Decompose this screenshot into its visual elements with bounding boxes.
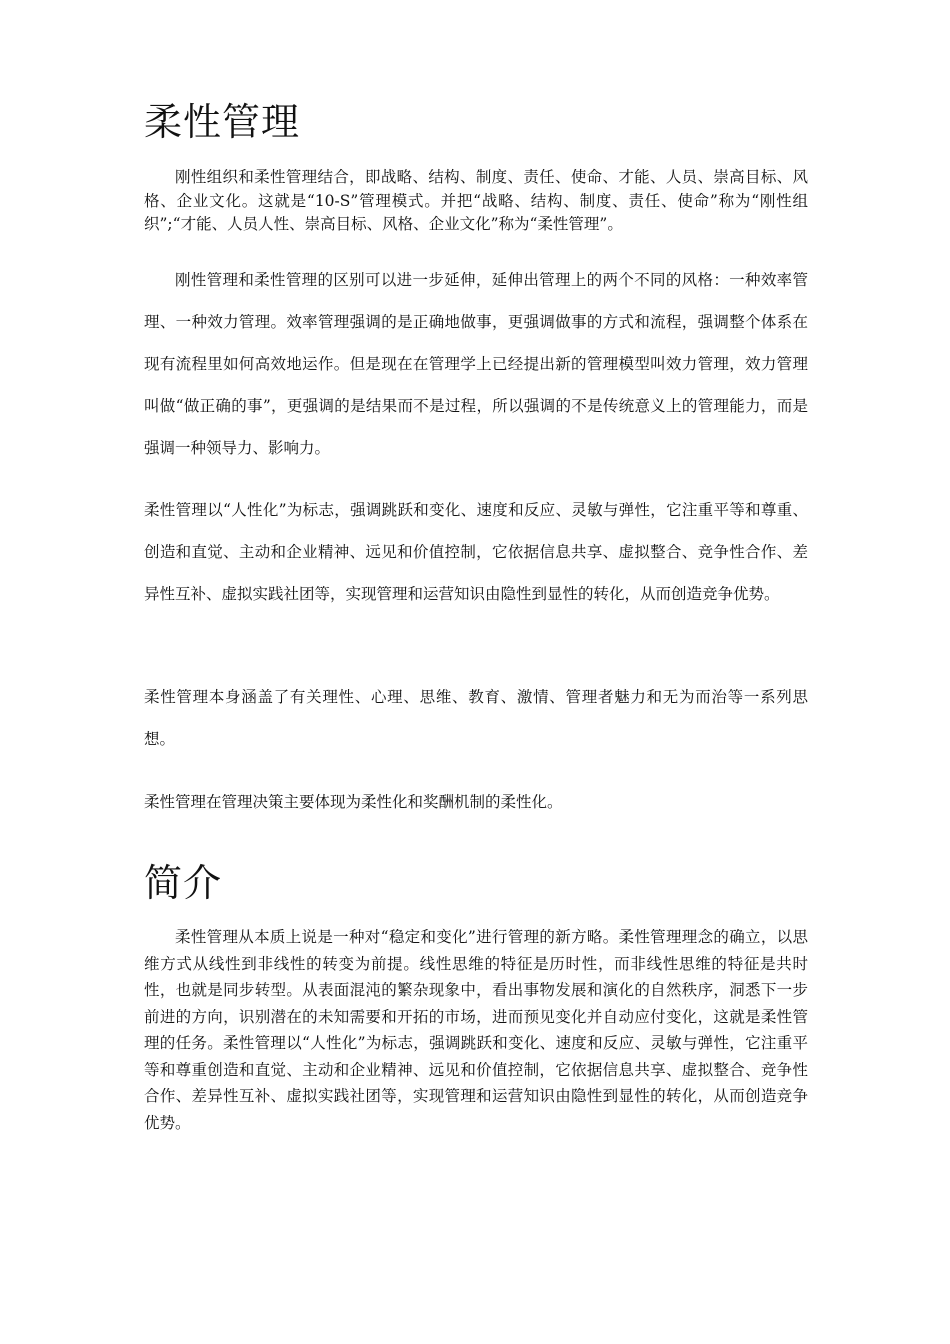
paragraph-efficiency: 刚性管理和柔性管理的区别可以进一步延伸，延伸出管理上的两个不同的风格：一种效率管理、一种效力管理。效率管理强调的是正确地做事，更强调做事的方式和流程，强调整个体系在现有流程里如何高效地运作。但是现在在管理学上已经提出新的管理模型叫效力管理，效力管理叫做“做正确的事”，更强调的是结果而不是过程，所以强调的不是传统意义上的管理能力，而是强调一种领导力、影响力。 bbox=[144, 271, 808, 457]
paragraph-scope: 柔性管理本身涵盖了有关理性、心理、思维、教育、激情、管理者魅力和无为而治等一系列思想。 bbox=[144, 688, 808, 748]
section-body: 柔性管理从本质上说是一种对“稳定和变化”进行管理的新方略。柔性管理理念的确立，以思维方式从线性到非线性的转变为前提。线性思维的特征是历时性，而非线性思维的特征是共时性，也就是同步转型。从表面混沌的繁杂现象中，看出事物发展和演化的自然秩序，洞悉下一步前进的方向，识别潜在的未知需要和开拓的市场，进而预见变化并自动应付变化，这就是柔性管理的任务。柔性管理以“人性化”为标志，强调跳跃和变化、速度和反应、灵敏与弹性，它注重平等和尊重创造和直觉、主动和企业精神、远见和价值控制，它依据信息共享、虚拟整合、竞争性合作、差异性互补、虚拟实践社团等，实现管理和运营知识由隐性到显性的转化，从而创造竞争优势。 bbox=[144, 928, 808, 1132]
page-title: 柔性管理 bbox=[144, 100, 301, 144]
paragraph-decision: 柔性管理在管理决策主要体现为柔性化和奖酬机制的柔性化。 bbox=[144, 793, 563, 811]
intro-paragraph: 刚性组织和柔性管理结合，即战略、结构、制度、责任、使命、才能、人员、崇高目标、风格、企业文化。这就是“10-S”管理模式。并把“战略、结构、制度、责任、使命”称为“刚性组织”;“才能、人员人性、崇高目标、风格、企业文化”称为“柔性管理”。 bbox=[144, 168, 808, 234]
paragraph-humanization: 柔性管理以“人性化”为标志，强调跳跃和变化、速度和反应、灵敏与弹性，它注重平等和尊重、创造和直觉、主动和企业精神、远见和价值控制，它依据信息共享、虚拟整合、竞争性合作、差异性互补、虚拟实践社团等，实现管理和运营知识由隐性到显性的转化，从而创造竞争优势。 bbox=[144, 501, 808, 603]
section-heading: 简介 bbox=[144, 861, 223, 905]
